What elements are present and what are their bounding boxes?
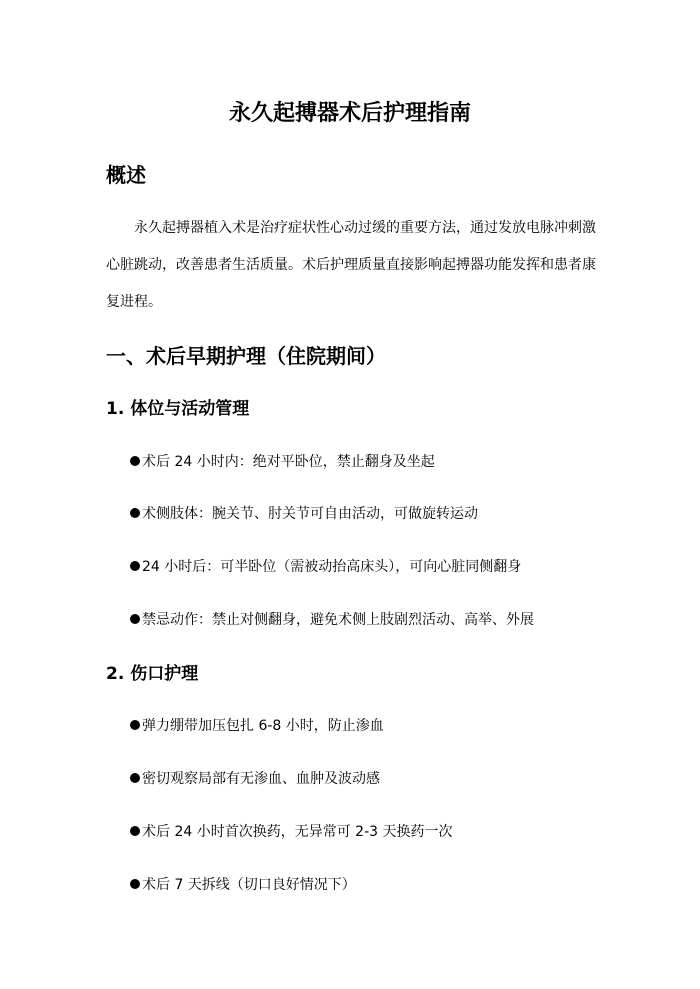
section1-sub1-heading: 1. 体位与活动管理 — [106, 399, 250, 419]
list-item-text: 术后 24 小时内：绝对平卧位，禁止翻身及坐起 — [142, 454, 435, 470]
bullet-icon — [130, 773, 140, 783]
list-item — [130, 820, 452, 844]
bullet-icon — [130, 826, 140, 836]
bullet-icon — [130, 456, 140, 466]
document-title: 永久起搏器术后护理指南 — [228, 101, 471, 126]
list-item-text: 术侧肢体：腕关节、肘关节可自由活动，可做旋转运动 — [142, 506, 478, 522]
list-item-text: 术后 7 天拆线（切口良好情况下） — [142, 877, 356, 893]
list-item — [130, 873, 356, 897]
list-item — [130, 450, 435, 474]
bullet-icon — [130, 614, 140, 624]
list-item — [130, 555, 521, 579]
bullet-icon — [130, 561, 140, 571]
section1-sub2-heading: 2. 伤口护理 — [106, 664, 199, 684]
list-item-text: 禁忌动作：禁止对侧翻身，避免术侧上肢剧烈活动、高举、外展 — [142, 612, 534, 628]
bullet-icon — [130, 720, 140, 730]
overview-heading: 概述 — [106, 163, 146, 187]
list-item-text: 密切观察局部有无渗血、血肿及波动感 — [142, 771, 380, 787]
section1-heading: 一、术后早期护理（住院期间） — [106, 344, 386, 368]
bullet-icon — [130, 879, 140, 889]
bullet-icon — [130, 508, 140, 518]
overview-paragraph: 永久起搏器植入术是治疗症状性心动过缓的重要方法，通过发放电脉冲刺激心脏跳动，改善患者生活质量。术后护理质量直接影响起搏器功能发挥和患者康复进程。 — [106, 220, 596, 310]
list-item — [130, 714, 384, 738]
list-item — [130, 608, 534, 632]
list-item-text: 24 小时后：可半卧位（需被动抬高床头），可向心脏同侧翻身 — [142, 559, 522, 575]
list-item-text: 术后 24 小时首次换药，无异常可 2-3 天换药一次 — [142, 824, 453, 840]
list-item-text: 弹力绷带加压包扎 6-8 小时，防止渗血 — [142, 718, 384, 734]
list-item — [130, 502, 478, 526]
list-item — [130, 767, 380, 791]
